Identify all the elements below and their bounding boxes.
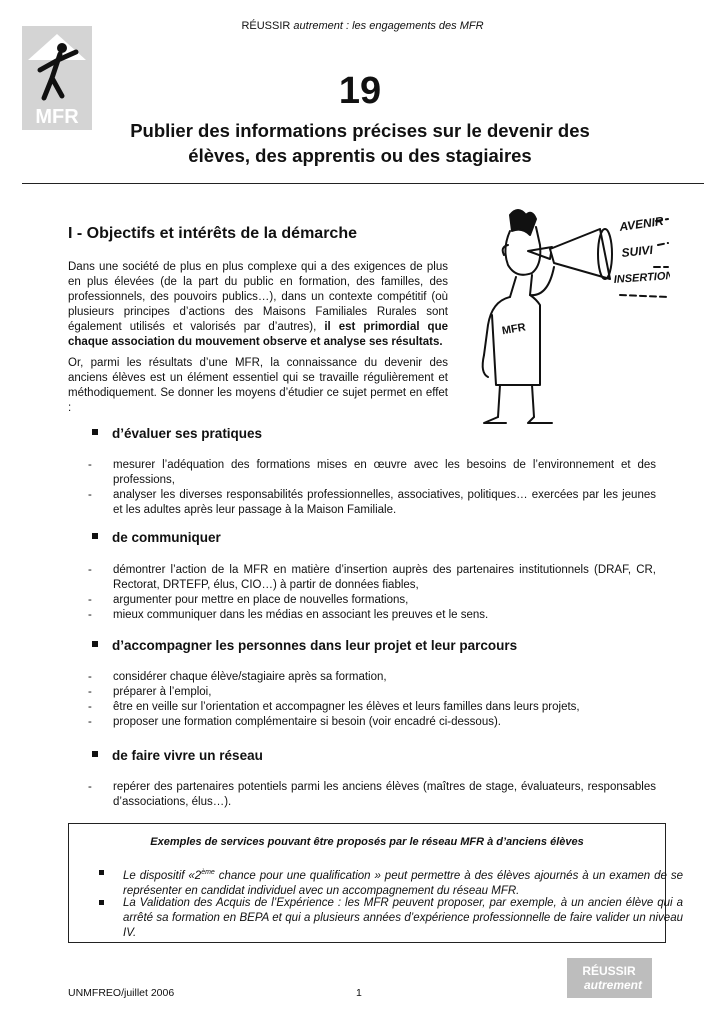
svg-text:MFR: MFR: [501, 321, 527, 338]
square-bullet-icon: [92, 641, 98, 647]
bullet-heading-communiquer: de communiquer: [92, 530, 221, 545]
list-reseau: [88, 780, 656, 810]
bullet-heading-evaluer: d’évaluer ses pratiques: [92, 426, 262, 441]
square-bullet-icon: [92, 533, 98, 539]
page-title-line-1: Publier des informations précises sur le devenir des: [130, 120, 590, 141]
intro-emphasis: il est primordial que chaque association du mouvement observe et analyse ses résultats.: [68, 320, 449, 348]
section-heading: I - Objectifs et intérêts de la démarche: [68, 225, 357, 242]
list-item: - considérer chaque élève/stagiaire après sa formation,: [88, 671, 387, 683]
svg-text:AVENIR: AVENIR: [618, 213, 665, 234]
square-bullet-icon: [99, 900, 104, 905]
page-number: 1: [356, 987, 362, 999]
examples-box-item: La Validation des Acquis de l’Expérience : les MFR peuvent proposer, par exemple, à un ancien élève qui a arrêté sa formation en BEPA et qui a plusieurs années d’expérience professionnelle de faire valider un niveau IV.: [99, 896, 683, 940]
svg-text:MFR: MFR: [35, 106, 79, 128]
list-item: - analyser les diverses responsabilités professionnelles, associatives, politiques… exercées par les jeunes et les adultes après leur passage à la Maison Familiale.: [88, 489, 656, 516]
intro-text: Dans une société de plus en plus complexe qui a des exigences de plus en plus élevées (de la part du public en formation, des familles, des professionnels, des pouvoirs publics…), dans un contexte compétitif (où plusieurs principes d’actions des Maisons Familiales Rurales sont également utilisés et valorisés par d’autres),: [68, 261, 448, 333]
header-prefix: RÉUSSIR: [241, 20, 291, 32]
list-item: - proposer une formation complémentaire si besoin (voir encadré ci-dessous).: [88, 716, 501, 728]
footer-source: UNMFREO/juillet 2006: [68, 987, 175, 999]
svg-text:INSERTION: INSERTION: [613, 269, 670, 286]
reussir-autrement-logo: [567, 958, 652, 998]
square-bullet-icon: [99, 870, 104, 875]
megaphone-illustration: [470, 205, 670, 430]
list-item: - repérer des partenaires potentiels parmi les anciens élèves (maîtres de stage, évaluateurs, responsables d’associations, élus…).: [88, 781, 656, 808]
list-evaluer: [88, 458, 656, 518]
svg-text:RÉUSSIR: RÉUSSIR: [582, 964, 636, 978]
running-header: [0, 20, 725, 32]
square-bullet-icon: [92, 429, 98, 435]
bullet-heading-accompagner: d’accompagner les personnes dans leur projet et leur parcours: [92, 638, 517, 653]
list-communiquer: [88, 563, 656, 623]
page-title-line-2: élèves, des apprentis ou des stagiaires: [188, 145, 532, 166]
sheet-number: 19: [338, 70, 382, 112]
list-item: - mieux communiquer dans les médias en associant les preuves et le sens.: [88, 609, 489, 621]
list-item: - préparer à l’emploi,: [88, 686, 212, 698]
bullet-heading-reseau: de faire vivre un réseau: [92, 748, 263, 763]
examples-box: [68, 823, 683, 943]
title-divider: [22, 183, 704, 184]
header-suffix: autrement : les engagements des MFR: [293, 20, 484, 32]
list-item: - être en veille sur l’orientation et accompagner les élèves et leurs familles dans leurs projets,: [88, 701, 580, 713]
intro-paragraph-2: Or, parmi les résultats d’une MFR, la connaissance du devenir des anciens élèves est un élément essentiel qui se travaille régulièrement et méthodiquement. Se donner les moyens d’étudier ce sujet permet en effet :: [68, 357, 448, 414]
list-item: - démontrer l’action de la MFR en matière d’insertion auprès des partenaires institutionnels (DRAF, CR, Rectorat, DRTEFP, élus, CIO…) à partir de données fiables,: [88, 564, 656, 591]
square-bullet-icon: [92, 751, 98, 757]
list-accompagner: [88, 670, 656, 730]
mfr-logo: [22, 26, 92, 130]
list-item: - argumenter pour mettre en place de nouvelles formations,: [88, 594, 409, 606]
page-title: [95, 118, 625, 168]
svg-text:autrement: autrement: [583, 978, 643, 992]
examples-box-item: Le dispositif «2ème chance pour une qualification » peut permettre à des élèves ajournés à un examen de se représenter en candidat individuel avec un accompagnement du réseau MFR.: [99, 866, 683, 898]
list-item: - mesurer l’adéquation des formations mises en œuvre avec les besoins de l’environnement et des professions,: [88, 459, 656, 486]
examples-box-title: Exemples de services pouvant être proposés par le réseau MFR à d’anciens élèves: [150, 836, 584, 848]
intro-paragraph: [68, 260, 448, 349]
svg-text:SUIVI: SUIVI: [620, 242, 654, 260]
